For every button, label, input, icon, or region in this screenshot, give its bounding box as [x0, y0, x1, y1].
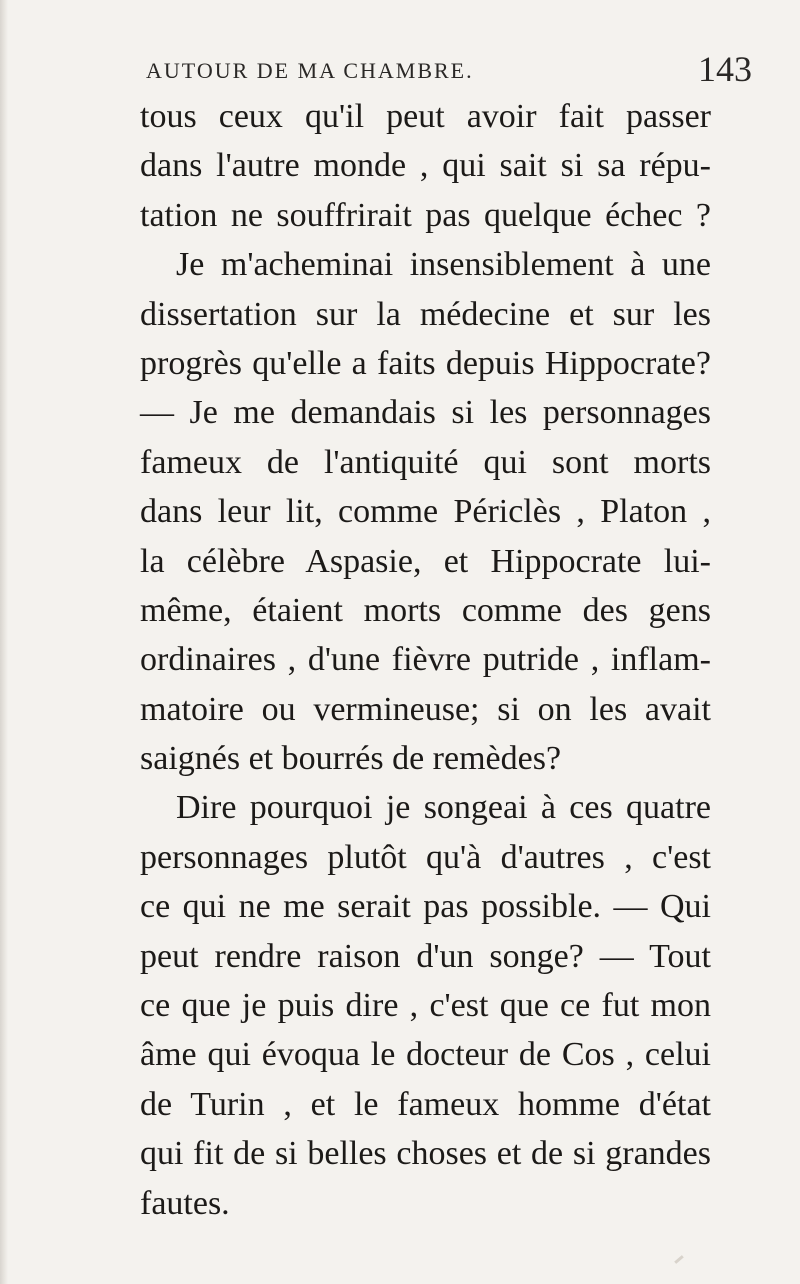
text-line: dissertation sur la médecine et sur les — [140, 295, 711, 333]
text-line: — Je me demandais si les personnages — [140, 394, 711, 432]
text-line: Je m'acheminai insensiblement à une — [176, 246, 711, 284]
text-line: Dire pourquoi je songeai à ces quatre — [176, 789, 711, 827]
text-line: ordinaires , d'une fièvre putride , inflam- — [140, 641, 711, 679]
text-line: progrès qu'elle a faits depuis Hippocrate? — [140, 344, 711, 382]
text-line: la célèbre Aspasie, et Hippocrate lui- — [140, 542, 711, 580]
text-line: saignés et bourrés de remèdes? — [140, 740, 562, 778]
text-line: qui fit de si belles choses et de si grandes — [140, 1135, 711, 1173]
text-line: personnages plutôt qu'à d'autres , c'est — [140, 838, 711, 876]
text-line: ce que je puis dire , c'est que ce fut mon — [140, 987, 711, 1025]
text-line: matoire ou vermineuse; si on les avait — [140, 690, 711, 728]
text-line: fautes. — [140, 1184, 230, 1222]
text-line: âme qui évoqua le docteur de Cos , celui — [140, 1036, 711, 1074]
ink-mark — [674, 1255, 684, 1264]
text-line: dans leur lit, comme Périclès , Platon , — [140, 493, 711, 531]
page-number: 143 — [698, 49, 752, 89]
text-line: tous ceux qu'il peut avoir fait passer — [140, 98, 711, 135]
text-line: ce qui ne me serait pas possible. — Qui — [140, 888, 711, 926]
text-line: peut rendre raison d'un songe? — Tout — [140, 937, 711, 975]
text-line: même, étaient morts comme des gens — [140, 591, 711, 629]
body-text — [0, 92, 800, 1228]
text-line: de Turin , et le fameux homme d'état — [140, 1085, 711, 1123]
text-line: dans l'autre monde , qui sait si sa répu- — [140, 147, 711, 185]
text-line: fameux de l'antiquité qui sont morts — [140, 443, 711, 481]
running-head: AUTOUR DE MA CHAMBRE. — [146, 58, 474, 83]
text-line: tation ne souffrirait pas quelque échec ? — [140, 196, 711, 234]
